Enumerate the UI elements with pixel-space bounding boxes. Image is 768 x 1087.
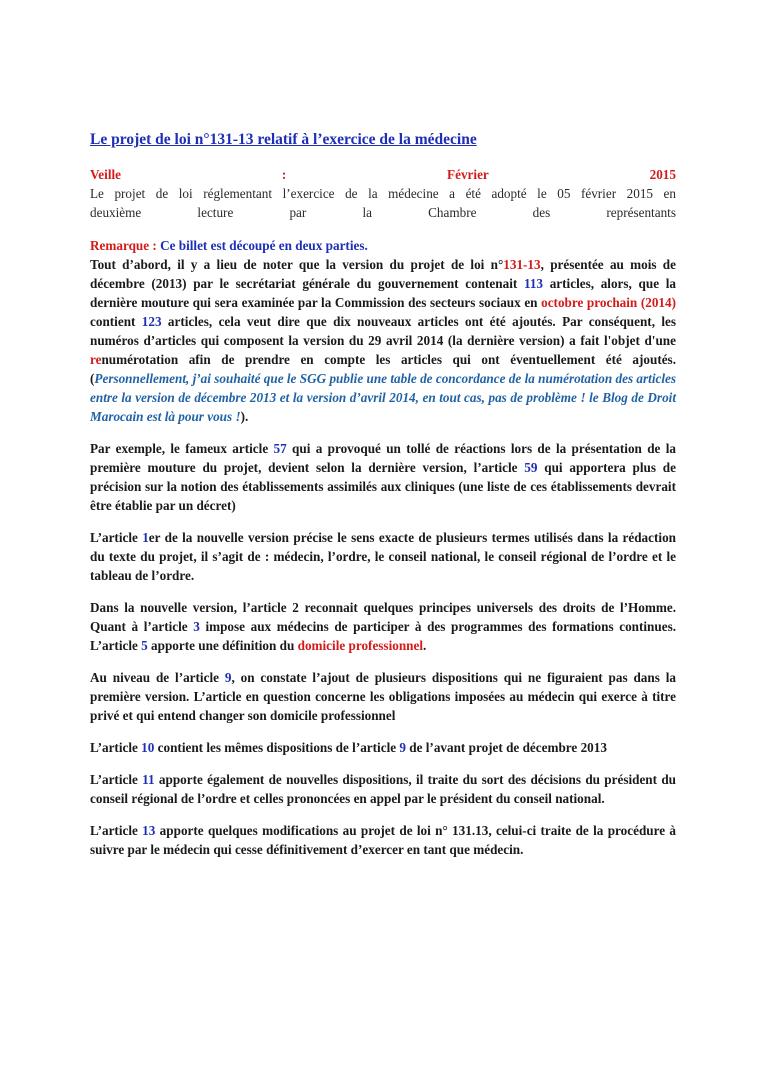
intro-word: la [362, 205, 372, 220]
remark-label: Remarque : [90, 238, 157, 253]
paragraph-article-10 [90, 738, 676, 757]
remark-text: Ce billet est découpé en deux parties. [156, 238, 368, 253]
text-segment: articles, alors, que la dernière mouture qui sera examinée par la Commission des secteurs sociaux en [90, 276, 676, 310]
text-segment: Par exemple, le fameux article [90, 441, 274, 456]
intro-line-1 [90, 184, 676, 203]
text-segment: er de la nouvelle version précise le sens exacte de plusieurs termes utilisés dans la rédaction du texte du projet, il s’agit de : médecin, l’ordre, le conseil national, le conseil régional de l’ordre et le tableau de l’ordre. [90, 530, 676, 583]
personal-note: Personnellement, j’ai souhaité que le SGG publie une table de concordance de la numérotation des articles entre la version de décembre 2013 et la version d’avril 2014, en tout cas, pas de problème ! le Blog de Droit Marocain est là pour vous ! [90, 371, 676, 424]
article-number-59: 59 [524, 460, 538, 475]
text-segment: L’article [90, 530, 143, 545]
text-segment: qui a provoqué un tollé de réactions lors de la présentation de la première mouture du projet, devient selon la dernière version, l’article [90, 441, 676, 475]
intro-word: par [289, 205, 307, 220]
paragraph-article-1 [90, 528, 676, 585]
text-segment: ). [240, 409, 249, 424]
paragraph-articles-2-3-5 [90, 598, 676, 655]
article-number-57: 57 [273, 441, 287, 456]
paragraph-article-13 [90, 821, 676, 859]
text-segment: L’article [90, 740, 142, 755]
veille-label: Veille [90, 167, 122, 182]
text-segment: , présentée au mois de décembre (2013) par le secrétariat générale du gouvernement contenait [90, 257, 676, 291]
article-number-5: 5 [141, 638, 148, 653]
domicile-professionnel: domicile professionnel [297, 638, 424, 653]
veille-colon: : [281, 167, 287, 182]
document-page [90, 130, 676, 872]
text-segment: Au niveau de l’article [90, 670, 225, 685]
article-number-9: 9 [399, 740, 406, 755]
intro-text-1: Le projet de loi réglementant l’exercice de la médecine a été adopté le 05 février 2015 en [90, 186, 676, 201]
remark-line [90, 236, 676, 255]
article-number-10: 10 [141, 740, 155, 755]
paragraph-version-history [90, 255, 676, 426]
paragraph-article-57 [90, 439, 676, 515]
paragraph-article-9 [90, 668, 676, 725]
bill-reference: 131-13 [503, 257, 541, 272]
text-segment: contient [90, 314, 142, 329]
intro-word: représentants [606, 205, 676, 220]
text-segment: L’article [90, 772, 143, 787]
intro-word: lecture [197, 205, 234, 220]
text-segment: . [423, 638, 427, 653]
intro-word: Chambre [428, 205, 477, 220]
article-number-3: 3 [193, 619, 200, 634]
veille-month: Février [447, 167, 489, 182]
veille-year: 2015 [649, 167, 676, 182]
article-number-11: 11 [142, 772, 155, 787]
intro-line-2 [90, 203, 676, 222]
text-segment: impose aux médecins de participer à des programmes des formations continues. L’article [90, 619, 677, 653]
text-segment: Dans la nouvelle version, l’article 2 reconnait quelques principes universels des droits de l’Homme. Quant à l’article [90, 600, 676, 634]
article-number-13: 13 [142, 823, 156, 838]
veille-line [90, 165, 676, 184]
text-segment: apporte quelques modifications au projet de loi n° 131.13, celui-ci traite de la procédure à suivre par le médecin qui cesse définitivement d’exercer en tant que médecin. [90, 823, 676, 857]
text-segment: L’article [90, 823, 143, 838]
text-segment: qui apportera plus de précision sur la notion des établissements assimilés aux cliniques (une liste de ces établissements devrait être établie par un décret) [90, 460, 676, 513]
article-number-1: 1 [142, 530, 149, 545]
exam-date: octobre prochain (2014) [541, 295, 677, 310]
text-segment: apporte une définition du [147, 638, 298, 653]
page-title: Le projet de loi n°131-13 relatif à l’exercice de la médecine [90, 131, 477, 148]
article-number-9: 9 [224, 670, 232, 685]
text-segment: de l’avant projet de décembre 2013 [405, 740, 607, 755]
article-count-123: 123 [141, 314, 162, 329]
text-segment: , on constate l’ajout de plusieurs dispositions qui ne figuraient pas dans la première version. L’article en question concerne les obligations imposées au médecin qui exerce à titre privé et qui entend changer son domicile professionnel [90, 670, 676, 723]
article-count-113: 113 [523, 276, 544, 291]
intro-word: des [532, 205, 551, 220]
text-segment: apporte également de nouvelles dispositions, il traite du sort des décisions du président du conseil régional de l’ordre et celles prononcées en appel par le président du conseil national. [90, 772, 677, 806]
text-segment: articles, cela veut dire que dix nouveaux articles ont été ajoutés. Par conséquent, les numéros d’articles qui composent la version du 29 avril 2014 (la dernière version) a fait l'objet d'une [90, 314, 677, 348]
text-segment: Tout d’abord, il y a lieu de noter que la version du projet de loi n° [90, 257, 504, 272]
text-segment: contient les mêmes dispositions de l’article [154, 740, 400, 755]
intro-word: deuxième [90, 205, 142, 220]
text-segment: numérotation afin de prendre en compte les articles qui ont éventuellement été ajoutés. ( [90, 352, 676, 386]
re-prefix: re [90, 352, 102, 367]
paragraph-article-11 [90, 770, 676, 808]
